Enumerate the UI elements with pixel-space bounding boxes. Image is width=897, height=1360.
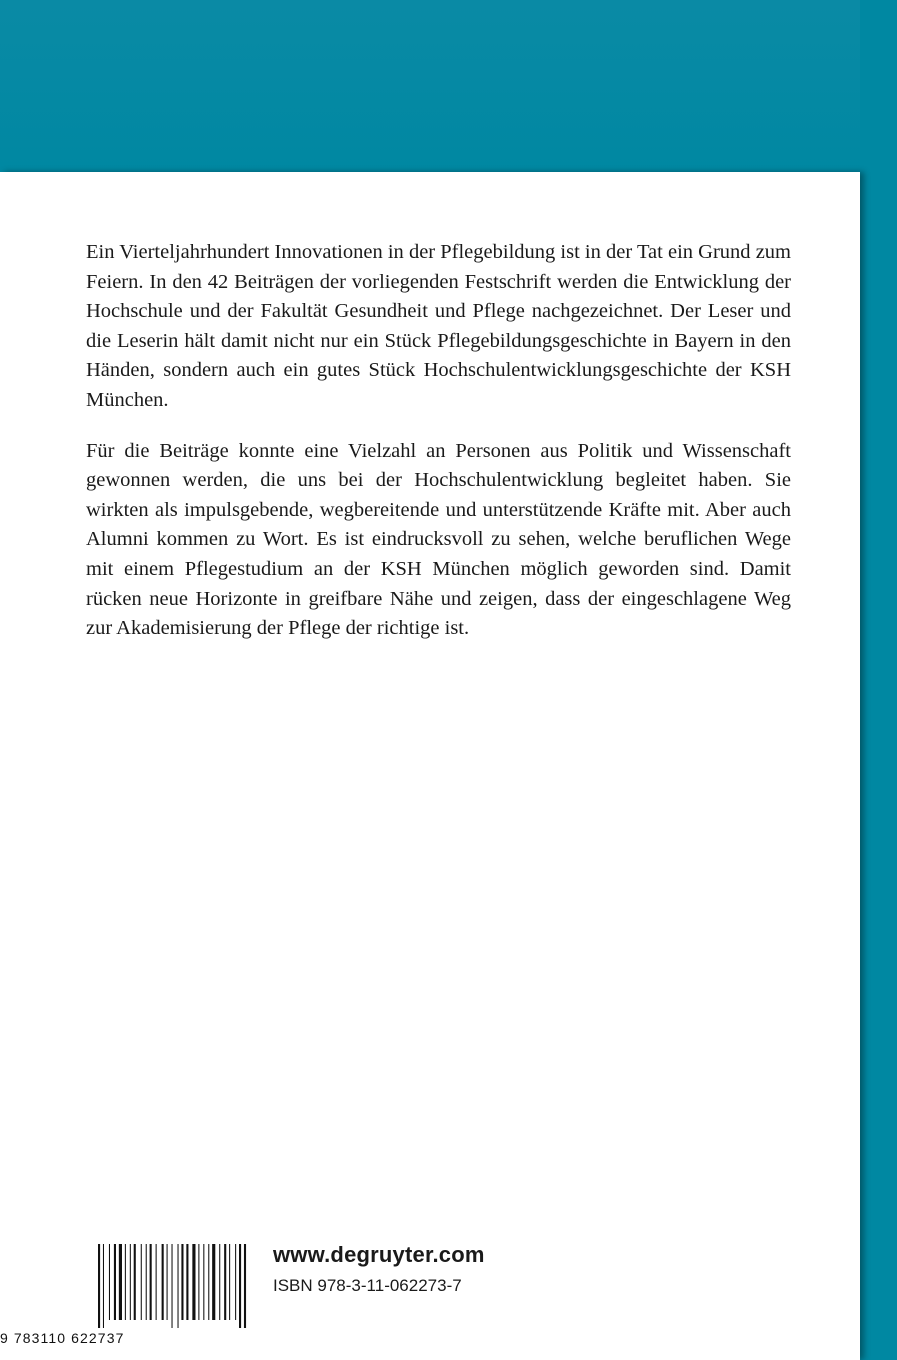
publisher-imprint [273, 1242, 485, 1298]
barcode-bar [141, 1244, 142, 1320]
blurb-paragraph-2: Für die Beiträge konnte eine Vielzahl an Personen aus Politik und Wissenschaft gewonnen werden, die uns bei der Hochschulentwicklung begleitet haben. Sie wirkten als impulsgebende, wegbereitende und unterstützende Kräfte mit. Aber auch Alumni kommen zu Wort. Es ist eindrucksvoll zu sehen, welche beruflichen Wege mit einem Pflegestudium an der KSH München möglich geworden sind. Damit rücken neue Horizonte in greifbare Nähe und zeigen, dass der eingeschlagene Weg zur Akademisierung der Pflege der richtige ist. [86, 439, 791, 640]
barcode-bar [103, 1244, 104, 1328]
barcode-bar [219, 1244, 220, 1320]
barcode-bar [150, 1244, 152, 1320]
barcode-bar [229, 1244, 230, 1320]
barcode-bar [162, 1244, 164, 1320]
barcode-bar [186, 1244, 188, 1320]
blurb-text [86, 238, 791, 665]
cover-right-band [860, 0, 897, 1360]
blurb-paragraph-1: Ein Vierteljahrhundert Innovationen in der Pflegebildung ist in der Tat ein Grund zum Feiern. In den 42 Beiträgen der vorliegenden Festschrift werden die Entwicklung der Hochschule und der Fakultät Gesundheit und Pflege nachgezeichnet. Der Leser und die Leserin hält damit nicht nur ein Stück Pflegebildungsgeschichte in Bayern in den Händen, sondern auch ein gutes Stück Hochschulentwicklungsgeschichte der KSH München. [86, 241, 791, 411]
barcode-bar [146, 1244, 147, 1320]
barcode-bar [130, 1244, 131, 1320]
barcode-bar [114, 1244, 116, 1320]
barcode-bar [198, 1244, 199, 1320]
isbn-barcode [86, 1244, 246, 1344]
barcode-bar [212, 1244, 215, 1320]
barcode-bar [178, 1244, 179, 1328]
barcode-bar [208, 1244, 209, 1320]
barcode-digits: 9 783110 622737 [0, 1330, 125, 1346]
publisher-website-link[interactable]: www.degruyter.com [273, 1242, 485, 1267]
barcode-bars [98, 1244, 248, 1328]
barcode-bar [109, 1244, 110, 1320]
barcode-bar [119, 1244, 122, 1320]
barcode-bar [244, 1244, 246, 1328]
cover-top-band [0, 0, 897, 172]
barcode-bar [125, 1244, 126, 1320]
barcode-bar [134, 1244, 136, 1320]
barcode-bar [181, 1244, 183, 1320]
isbn-number: ISBN 978-3-11-062273-7 [273, 1276, 462, 1295]
barcode-bar [98, 1244, 100, 1328]
barcode-bar [235, 1244, 236, 1320]
barcode-bar [172, 1244, 173, 1328]
barcode-bar [192, 1244, 195, 1320]
barcode-bar [203, 1244, 204, 1320]
barcode-bar [167, 1244, 168, 1320]
barcode-bar [224, 1244, 226, 1320]
barcode-bar [156, 1244, 157, 1320]
barcode-bar [239, 1244, 241, 1328]
